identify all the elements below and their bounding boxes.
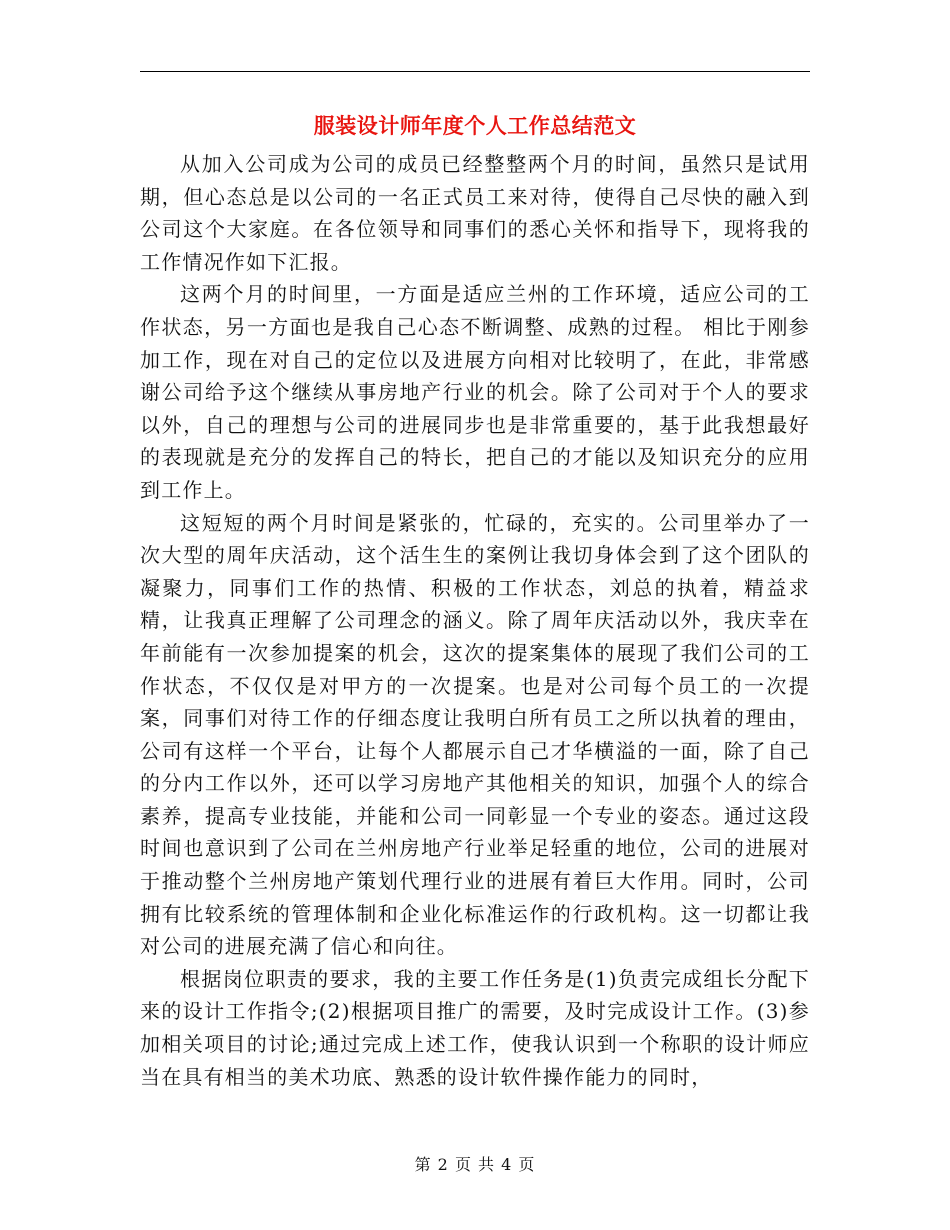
page-number-label: 第 2 页 共 4 页 xyxy=(414,1155,536,1174)
page-footer xyxy=(140,1153,810,1177)
document-title: 服装设计师年度个人工作总结范文 xyxy=(313,113,637,138)
paragraph-experience: 这短短的两个月时间是紧张的，忙碌的，充实的。公司里举办了一次大型的周年庆活动，这个活生生的案例让我切身体会到了这个团队的凝聚力，同事们工作的热情、积极的工作状态，刘总的执着，精益求精，让我真正理解了公司理念的涵义。除了周年庆活动以外，我庆幸在年前能有一次参加提案的机会，这次的提案集体的展现了我们公司的工作状态，不仅仅是对甲方的一次提案。也是对公司每个员工的一次提案，同事们对待工作的仔细态度让我明白所有员工之所以执着的理由，公司有这样一个平台，让每个人都展示自己才华横溢的一面，除了自己的分内工作以外，还可以学习房地产其他相关的知识，加强个人的综合素养，提高专业技能，并能和公司一同彰显一个专业的姿态。通过这段时间也意识到了公司在兰州房地产行业举足轻重的地位，公司的进展对于推动整个兰州房地产策划代理行业的进展有着巨大作用。同时，公司拥有比较系统的管理体制和企业化标准运作的行政机构。这一切都让我对公司的进展充满了信心和向往。 xyxy=(140,510,810,959)
paragraph-intro: 从加入公司成为公司的成员已经整整两个月的时间，虽然只是试用期，但心态总是以公司的一名正式员工来对待，使得自己尽快的融入到公司这个大家庭。在各位领导和同事们的悉心关怀和指导下，现将我的工作情况作如下汇报。 xyxy=(140,152,810,274)
document-body xyxy=(140,148,810,1093)
paragraph-adaptation: 这两个月的时间里，一方面是适应兰州的工作环境，适应公司的工作状态，另一方面也是我自己心态不断调整、成熟的过程。 相比于刚参加工作，现在对自己的定位以及进展方向相对比较明了，在此，非常感谢公司给予这个继续从事房地产行业的机会。除了公司对于个人的要求以外，自己的理想与公司的进展同步也是非常重要的，基于此我想最好的表现就是充分的发挥自己的特长，把自己的才能以及知识充分的应用到工作上。 xyxy=(140,282,810,502)
paragraph-duties: 根据岗位职责的要求，我的主要工作任务是(1)负责完成组长分配下来的设计工作指令;(2)根据项目推广的需要，及时完成设计工作。(3)参加相关项目的讨论;通过完成上述工作，使我认识到一个称职的设计师应当在具有相当的美术功底、熟悉的设计软件操作能力的同时， xyxy=(140,966,810,1089)
header-rule xyxy=(140,71,810,72)
